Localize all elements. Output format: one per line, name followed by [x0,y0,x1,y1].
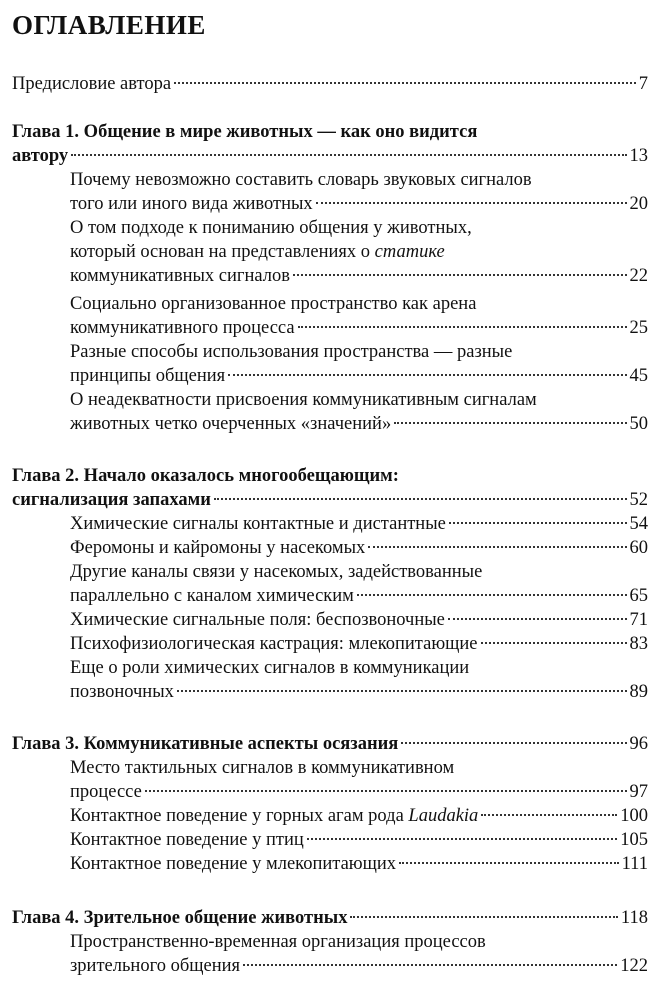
toc-entry-text: О неадекватности присвоения коммуникативным сигналам [70,390,537,410]
toc-entry-row [70,536,648,560]
dot-leader [174,82,636,84]
toc-chapter-entry [12,464,648,512]
toc-entry [70,656,648,704]
toc-entry [70,930,648,978]
dot-leader [350,916,617,918]
toc-entry-row [70,364,648,388]
page-number: 97 [629,782,648,802]
page-number: 89 [629,682,648,702]
toc-entry-text: зрительного общения [70,956,241,976]
page-number: 54 [629,514,648,534]
toc-chapter-entry [12,906,648,930]
dot-leader [357,594,627,596]
dot-leader [401,742,626,744]
toc-entry-text: Феромоны и кайромоны у насекомых [70,538,366,558]
dot-leader [481,814,617,816]
toc-entry-row [70,412,648,436]
toc-entry-text: позвоночных [70,682,174,702]
toc-entry [70,632,648,656]
toc-entry [70,292,648,340]
toc-entry-row [12,732,648,756]
page-number: 45 [629,366,648,386]
toc-entry-row [70,804,648,828]
dot-leader [293,274,627,276]
toc-entry-text: Контактное поведение у млекопитающих [70,854,396,874]
toc-entry-row [70,632,648,656]
toc-entry-row [12,144,648,168]
dot-leader [394,422,626,424]
toc-entry-text: Почему невозможно составить словарь звуковых сигналов [70,170,532,190]
toc-entry-text: который основан на представлениях о статике [70,242,445,262]
page-number: 122 [620,956,648,976]
page-number: 100 [620,806,648,826]
toc-entry-row [70,512,648,536]
toc-entry-text: Социально организованное пространство как арена [70,294,477,314]
toc-entry [12,72,648,96]
toc-entry-row [70,584,648,608]
toc-entry [70,852,648,876]
toc-entry-row [12,906,648,930]
page-number: 96 [629,734,648,754]
toc-entry [70,608,648,632]
dot-leader [481,642,627,644]
toc-entry [70,340,648,388]
toc-entry-text: коммуникативного процесса [70,318,295,338]
dot-leader [368,546,626,548]
toc-entry-text: принципы общения [70,366,226,386]
toc-chapter-entry [12,732,648,756]
toc-entry [70,560,648,608]
toc-entry [70,828,648,852]
page-number: 25 [629,318,648,338]
toc-entry-text: Еще о роли химических сигналов в коммуникации [70,658,470,678]
toc-entry-text: О том подходе к пониманию общения у животных, [70,218,472,238]
toc-entry-text: Предисловие автора [12,74,172,94]
toc-entry [70,756,648,804]
toc-entry-text: Глава 2. Начало оказалось многообещающим: [12,466,399,486]
toc-entry-row [12,72,648,96]
dot-leader [228,374,626,376]
dot-leader [298,326,627,328]
dot-leader [316,202,627,204]
page-number: 52 [629,490,648,510]
page-number: 20 [629,194,648,214]
page-number: 105 [620,830,648,850]
page-number: 60 [629,538,648,558]
toc-entry-text: автору [12,146,69,166]
toc-entry-text: Химические сигналы контактные и дистантные [70,514,446,534]
toc-entry-text: Химические сигнальные поля: беспозвоночные [70,610,445,630]
dot-leader [177,690,627,692]
page-number: 7 [638,74,648,94]
toc-entry-row [70,954,648,978]
toc-entry-row [70,780,648,804]
toc-entry [70,216,648,288]
toc-entry-text: Разные способы использования пространства — разные [70,342,513,362]
toc-entry-row [70,608,648,632]
toc-entry [70,804,648,828]
toc-entry-row [70,828,648,852]
toc-entry-text: процессе [70,782,142,802]
dot-leader [145,790,627,792]
page-number: 71 [629,610,648,630]
page-number: 22 [629,266,648,286]
page-number: 111 [621,854,648,874]
page-number: 50 [629,414,648,434]
toc-entry-row [12,488,648,512]
page-title: ОГЛАВЛЕНИЕ [12,10,206,40]
toc-chapter-entry [12,120,648,168]
dot-leader [243,964,617,966]
page-number: 13 [629,146,648,166]
toc-entry-text: Психофизиологическая кастрация: млекопитающие [70,634,478,654]
toc-entry-text: Глава 4. Зрительное общение животных [12,908,348,928]
page-number: 83 [629,634,648,654]
toc-entry-text: коммуникативных сигналов [70,266,290,286]
toc-entry-text: Другие каналы связи у насекомых, задействованные [70,562,483,582]
toc-entry-text: того или иного вида животных [70,194,313,214]
toc-entry-row [70,852,648,876]
toc-entry-text: Место тактильных сигналов в коммуникативном [70,758,455,778]
toc-entry-text: сигнализация запахами [12,490,211,510]
toc-entry-text: Контактное поведение у птиц [70,830,304,850]
toc-entry-row [70,192,648,216]
dot-leader [449,522,627,524]
dot-leader [399,862,619,864]
toc-entry [70,536,648,560]
toc-entry-text: Глава 1. Общение в мире животных — как оно видится [12,122,478,142]
dot-leader [71,154,626,156]
page-number: 65 [629,586,648,606]
toc-entry-row [70,316,648,340]
dot-leader [307,838,617,840]
toc-entry-text: параллельно с каналом химическим [70,586,354,606]
toc-entry-text: Глава 3. Коммуникативные аспекты осязания [12,734,399,754]
dot-leader [214,498,627,500]
toc-entry [70,388,648,436]
toc-entry-row [70,680,648,704]
toc-entry-text: Контактное поведение у горных агам рода Laudakia [70,806,479,826]
toc-entry [70,168,648,216]
dot-leader [448,618,627,620]
toc-entry-row [70,264,648,288]
toc-entry-text: Пространственно-временная организация процессов [70,932,486,952]
toc-entry [70,512,648,536]
page-number: 118 [620,908,648,928]
toc-entry-text: животных четко очерченных «значений» [70,414,392,434]
